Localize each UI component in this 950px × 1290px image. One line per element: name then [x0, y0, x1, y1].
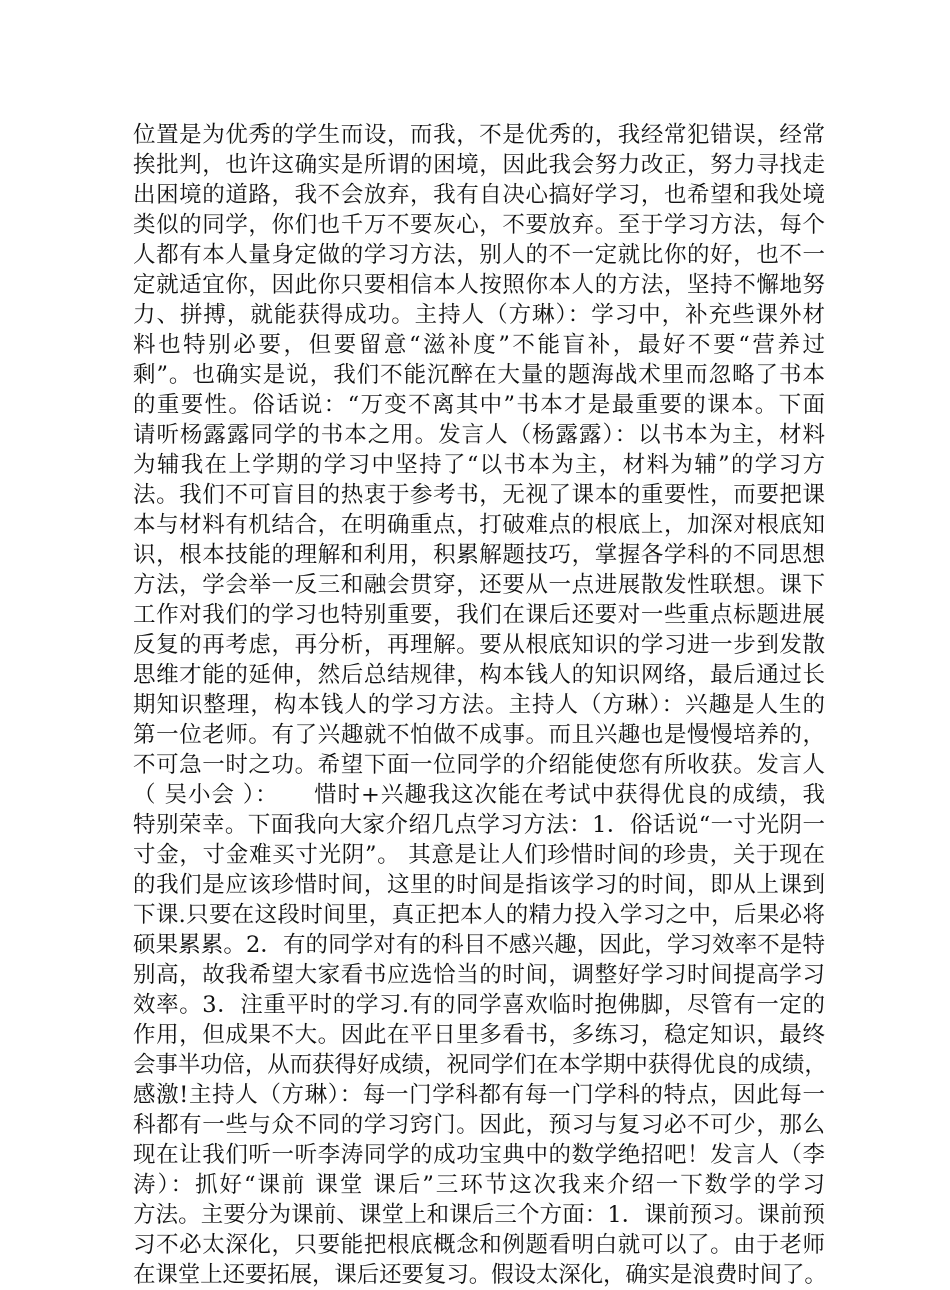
text-line: 位置是为优秀的学生而设，而我，不是优秀的，我经常犯错误，经常	[133, 122, 825, 148]
text-line: 方法，学会举一反三和融会贯穿，还要从一点进展散发性联想。课下	[133, 572, 825, 598]
text-line: 剩”。也确实是说，我们不能沉醉在大量的题海战术里而忽略了书本	[133, 362, 825, 388]
text-line: 挨批判，也许这确实是所谓的困境，因此我会努力改正，努力寻找走	[133, 152, 825, 178]
text-line: 人都有本人量身定做的学习方法，别人的不一定就比你的好，也不一	[133, 242, 825, 268]
text-line: 特别荣幸。下面我向大家介绍几点学习方法：1．俗话说“一寸光阴一	[133, 812, 825, 838]
text-line: 现在让我们听一听李涛同学的成功宝典中的数学绝招吧！发言人（李	[133, 1142, 825, 1168]
text-line: 感激!主持人（方琳）：每一门学科都有每一门学科的特点，因此每一	[133, 1082, 825, 1108]
text-line: 力、拼搏，就能获得成功。主持人（方琳）：学习中，补充些课外材	[133, 302, 825, 328]
text-line: 寸金，寸金难买寸光阴”。 其意是让人们珍惜时间的珍贵，关于现在	[133, 842, 825, 868]
text-line: 下课.只要在这段时间里，真正把本人的精力投入学习之中，后果必将	[133, 902, 825, 928]
text-line: 习不必太深化，只要能把根底概念和例题看明白就可以了。由于老师	[133, 1232, 825, 1258]
text-line: 法。我们不可盲目的热衷于参考书，无视了课本的重要性，而要把课	[133, 482, 825, 508]
text-line: 识，根本技能的理解和利用，积累解题技巧，掌握各学科的不同思想	[133, 542, 825, 568]
text-line: 科都有一些与众不同的学习窍门。因此，预习与复习必不可少，那么	[133, 1112, 825, 1138]
text-line: 请听杨露露同学的书本之用。发言人（杨露露）：以书本为主，材料	[133, 422, 825, 448]
text-line: 工作对我们的学习也特别重要，我们在课后还要对一些重点标题进展	[133, 602, 825, 628]
text-line: 别高，故我希望大家看书应选恰当的时间，调整好学习时间提高学习	[133, 962, 825, 988]
text-line: 硕果累累。2．有的同学对有的科目不感兴趣，因此，学习效率不是特	[133, 932, 825, 958]
text-line: 反复的再考虑，再分析，再理解。要从根底知识的学习进一步到发散	[133, 632, 825, 658]
text-line: 出困境的道路，我不会放弃，我有自决心搞好学习，也希望和我处境	[133, 182, 825, 208]
text-line: 料也特别必要，但要留意“滋补度”不能盲补，最好不要“营养过	[133, 332, 825, 358]
text-line: 本与材料有机结合，在明确重点，打破难点的根底上，加深对根底知	[133, 512, 825, 538]
text-line: 方法。主要分为课前、课堂上和课后三个方面：1．课前预习。课前预	[133, 1202, 825, 1228]
text-line: 为辅我在上学期的学习中坚持了“以书本为主，材料为辅”的学习方	[133, 452, 825, 478]
text-line: 定就适宜你，因此你只要相信本人按照你本人的方法，坚持不懈地努	[133, 272, 825, 298]
text-line: 在课堂上还要拓展，课后还要复习。假设太深化，确实是浪费时间了。	[133, 1262, 827, 1288]
body-text	[133, 120, 825, 1290]
text-line: 类似的同学，你们也千万不要灰心，不要放弃。至于学习方法，每个	[133, 212, 825, 238]
text-line: 效率。3．注重平时的学习.有的同学喜欢临时抱佛脚，尽管有一定的	[133, 992, 825, 1018]
text-line: 期知识整理，构本钱人的学习方法。主持人（方琳）：兴趣是人生的	[133, 692, 825, 718]
text-line: 思维才能的延伸，然后总结规律，构本钱人的知识网络，最后通过长	[133, 662, 825, 688]
text-line: 的我们是应该珍惜时间，这里的时间是指该学习的时间，即从上课到	[133, 872, 825, 898]
text-line: 的重要性。俗话说：“万变不离其中”书本才是最重要的课本。下面	[133, 392, 825, 418]
text-line: 第一位老师。有了兴趣就不怕做不成事。而且兴趣也是慢慢培养的，	[133, 722, 825, 748]
text-line: （ 吴小会 ）： 惜时+兴趣我这次能在考试中获得优良的成绩，我	[133, 782, 825, 808]
text-line: 作用，但成果不大。因此在平日里多看书，多练习，稳定知识，最终	[133, 1022, 825, 1048]
text-line: 不可急一时之功。希望下面一位同学的介绍能使您有所收获。发言人	[133, 752, 825, 778]
text-line: 会事半功倍，从而获得好成绩，祝同学们在本学期中获得优良的成绩，	[133, 1052, 827, 1078]
text-line: 涛）：抓好“课前 课堂 课后”三环节这次我来介绍一下数学的学习	[133, 1172, 825, 1198]
